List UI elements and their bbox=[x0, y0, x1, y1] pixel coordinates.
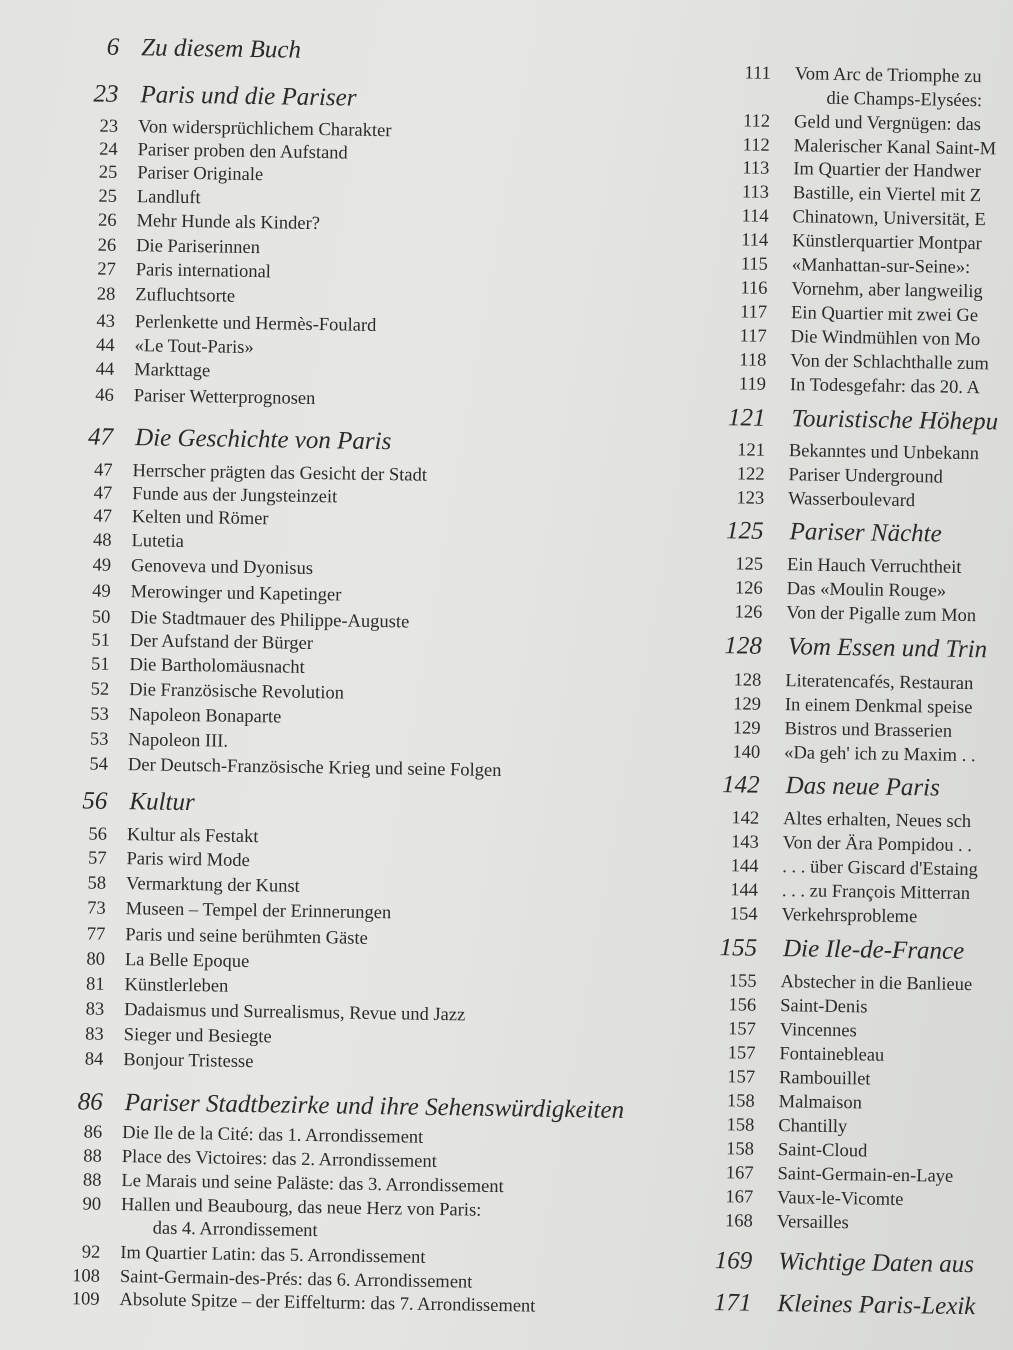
toc-page-number: 86 bbox=[77, 1088, 103, 1116]
toc-page-number: 123 bbox=[736, 488, 765, 509]
toc-title: Der Deutsch-Französische Krieg und seine Folgen bbox=[127, 755, 502, 781]
toc-page-number: 108 bbox=[72, 1266, 101, 1287]
toc-title: Herrscher prägten das Gesicht der Stadt bbox=[132, 461, 428, 486]
toc-page-number: 157 bbox=[727, 1043, 756, 1064]
toc-page-number: 117 bbox=[739, 326, 767, 347]
toc-page-number: 128 bbox=[733, 670, 762, 691]
toc-title: Mehr Hunde als Kinder? bbox=[136, 211, 321, 235]
toc-page-number: 114 bbox=[741, 206, 769, 227]
toc-page-number: 77 bbox=[86, 924, 106, 945]
toc-title: Saint-Germain-des-Prés: das 6. Arrondissement bbox=[119, 1267, 473, 1293]
toc-page-number: 53 bbox=[90, 704, 109, 725]
toc-page-number: 121 bbox=[737, 440, 766, 461]
toc-page-number: 143 bbox=[730, 832, 759, 853]
toc-title: Bekanntes und Unbekann bbox=[788, 441, 980, 465]
toc-page-number: 158 bbox=[726, 1115, 755, 1136]
toc-title: Pariser Stadtbezirke und ihre Sehenswürdigkeiten bbox=[124, 1089, 625, 1124]
toc-title: Touristische Höhepu bbox=[791, 405, 999, 436]
toc-page-number: 83 bbox=[85, 1024, 104, 1045]
toc-title: Kelten und Römer bbox=[131, 507, 269, 530]
toc-page-number: 50 bbox=[91, 607, 111, 628]
toc-title: Saint-Cloud bbox=[777, 1140, 868, 1162]
toc-page-number: 158 bbox=[726, 1091, 755, 1112]
toc-page-number: 47 bbox=[93, 460, 113, 481]
toc-page-number: 27 bbox=[97, 259, 116, 280]
toc-title: Ein Hauch Verruchtheit bbox=[786, 555, 962, 578]
toc-title: «Manhattan-sur-Seine»: bbox=[791, 255, 971, 278]
toc-page-number: 26 bbox=[97, 235, 117, 256]
toc-page-number: 6 bbox=[106, 33, 120, 61]
toc-page-number: 158 bbox=[726, 1139, 755, 1160]
toc-page-number: 140 bbox=[732, 742, 761, 763]
toc-title: Im Quartier der Handwer bbox=[793, 159, 981, 183]
toc-title: Bastille, ein Viertel mit Z bbox=[792, 183, 982, 207]
toc-page-number: 113 bbox=[741, 182, 770, 203]
toc-title: Genoveva und Dyonisus bbox=[130, 556, 314, 579]
toc-page-number: 142 bbox=[721, 771, 760, 799]
toc-title: Altes erhalten, Neues sch bbox=[782, 809, 972, 833]
toc-title: Verkehrsprobleme bbox=[781, 905, 918, 928]
toc-page-number: 51 bbox=[91, 630, 111, 651]
toc-title: Kleines Paris-Lexik bbox=[777, 1290, 976, 1321]
toc-title: Saint-Denis bbox=[780, 996, 868, 1018]
toc-page-number: 73 bbox=[87, 898, 106, 919]
toc-page-number: 125 bbox=[725, 517, 764, 545]
toc-title: Pariser Originale bbox=[137, 163, 264, 186]
toc-title: Bistros und Brasserien bbox=[784, 719, 953, 742]
toc-title: Das «Moulin Rouge» bbox=[786, 579, 947, 602]
toc-page-number: 51 bbox=[90, 654, 110, 675]
toc-title: Zu diesem Buch bbox=[141, 34, 302, 64]
toc-title: In Todesgefahr: das 20. A bbox=[789, 375, 981, 399]
toc-page-number: 112 bbox=[742, 135, 770, 156]
toc-page-number: 52 bbox=[90, 679, 110, 700]
toc-page-number: 49 bbox=[92, 581, 111, 602]
toc-page-number: 155 bbox=[728, 971, 757, 992]
toc-title: Von der Schlachthalle zum bbox=[790, 351, 989, 375]
toc-title: Die Geschichte von Paris bbox=[134, 424, 392, 456]
toc-page-number: 129 bbox=[732, 718, 761, 739]
toc-page-number: 44 bbox=[95, 359, 115, 380]
toc-page-number: 168 bbox=[724, 1211, 753, 1232]
toc-page-number: 119 bbox=[738, 374, 767, 395]
toc-title: Sieger und Besiegte bbox=[123, 1025, 272, 1048]
toc-title: Hallen und Beaubourg, das neue Herz von Paris: bbox=[120, 1195, 482, 1221]
toc-page-number bbox=[717, 87, 771, 88]
toc-page-number: 126 bbox=[734, 578, 763, 599]
toc-title: Chantilly bbox=[778, 1116, 848, 1138]
toc-page-number: 118 bbox=[739, 350, 767, 371]
toc-title: Le Marais und seine Paläste: das 3. Arrondissement bbox=[121, 1171, 504, 1198]
toc-page-number: 113 bbox=[742, 158, 770, 179]
toc-title: Die Stadtmauer des Philippe-Auguste bbox=[130, 608, 410, 633]
toc-title: Geld und Vergnügen: das bbox=[793, 112, 982, 136]
toc-page-number: 144 bbox=[730, 856, 759, 877]
toc-title: Museen – Tempel der Erinnerungen bbox=[125, 899, 392, 924]
toc-page-number: 54 bbox=[89, 754, 109, 775]
toc-title: Lutetia bbox=[131, 531, 185, 552]
toc-title: Wichtige Daten aus bbox=[777, 1248, 975, 1279]
toc-title: Dadaismus und Surrealismus, Revue und Jazz bbox=[123, 1000, 466, 1026]
toc-title: Von der Ära Pompidou . . bbox=[782, 833, 973, 857]
toc-page-number: 56 bbox=[88, 824, 108, 845]
toc-title: Die Französische Revolution bbox=[129, 680, 345, 704]
toc-title: Vom Arc de Triomphe zu bbox=[794, 64, 982, 88]
toc-page-number: 115 bbox=[740, 254, 769, 275]
toc-title: Ein Quartier mit zwei Ge bbox=[790, 303, 979, 327]
toc-title: Malmaison bbox=[778, 1092, 863, 1114]
toc-page-number: 109 bbox=[71, 1289, 100, 1310]
toc-page-number: 157 bbox=[727, 1019, 756, 1040]
toc-title: . . . über Giscard d'Estaing bbox=[782, 857, 979, 881]
toc-title: Napoleon Bonaparte bbox=[128, 705, 282, 728]
toc-title: das 4. Arrondissement bbox=[152, 1218, 318, 1242]
toc-title: Von der Pigalle zum Mon bbox=[786, 603, 977, 627]
toc-title: Chinatown, Universität, E bbox=[792, 207, 986, 231]
toc-title: Künstlerleben bbox=[124, 975, 229, 997]
toc-page-number: 112 bbox=[742, 111, 771, 132]
toc-page-number: 44 bbox=[95, 335, 115, 356]
toc-title: Literatencafés, Restauran bbox=[785, 671, 974, 695]
toc-title: Versailles bbox=[776, 1212, 849, 1234]
toc-title: Die Bartholomäusnacht bbox=[129, 655, 305, 678]
toc-right-column bbox=[713, 0, 1013, 1321]
toc-page-number: 25 bbox=[98, 186, 118, 207]
toc-title: Funde aus der Jungsteinzeit bbox=[132, 484, 338, 508]
toc-page-number: 80 bbox=[86, 949, 106, 970]
toc-title: Vincennes bbox=[779, 1020, 857, 1042]
toc-title: Pariser Nächte bbox=[789, 518, 942, 548]
toc-page-number: 125 bbox=[735, 554, 764, 575]
toc-page-number: 167 bbox=[725, 1163, 754, 1184]
toc-page-number: 121 bbox=[727, 404, 766, 432]
toc-title: Künstlerquartier Montpar bbox=[792, 231, 982, 255]
toc-title: Markttage bbox=[134, 360, 211, 382]
toc-title: Vornehm, aber langweilig bbox=[791, 279, 983, 303]
toc-title: Vom Essen und Trin bbox=[787, 633, 988, 664]
toc-title: Merowinger und Kapetinger bbox=[130, 582, 342, 606]
toc-title: Paris und seine berühmten Gäste bbox=[125, 925, 368, 949]
toc-page-number: 171 bbox=[713, 1289, 752, 1317]
toc-title: Das neue Paris bbox=[785, 772, 941, 802]
toc-page-number: 117 bbox=[739, 302, 768, 323]
toc-title: Kultur bbox=[129, 788, 195, 817]
toc-page-number: 28 bbox=[96, 284, 116, 305]
toc-page-number: 155 bbox=[719, 934, 758, 962]
toc-title: Die Windmühlen von Mo bbox=[790, 327, 981, 351]
toc-page-number: 88 bbox=[82, 1170, 102, 1191]
toc-page-number: 111 bbox=[744, 63, 772, 84]
toc-title: Place des Victoires: das 2. Arrondissement bbox=[121, 1147, 438, 1173]
toc-title: Von widersprüchlichem Charakter bbox=[137, 117, 392, 142]
toc-page-number: 167 bbox=[725, 1187, 754, 1208]
toc-title: Die Ile de la Cité: das 1. Arrondissement bbox=[122, 1123, 424, 1148]
toc-title: «Da geh' ich zu Maxim . . bbox=[784, 743, 976, 767]
toc-title: Paris wird Mode bbox=[126, 849, 250, 872]
toc-page-number: 47 bbox=[93, 483, 113, 504]
toc-page-number: 53 bbox=[89, 729, 109, 750]
toc-title: Paris international bbox=[135, 260, 272, 283]
toc-title: Die Ile-de-France bbox=[782, 935, 965, 965]
toc-page-number: 88 bbox=[83, 1146, 103, 1167]
toc-page-number: 23 bbox=[99, 116, 119, 137]
toc-page-number bbox=[0, 1216, 101, 1218]
toc-title: Saint-Germain-en-Laye bbox=[777, 1164, 954, 1187]
toc-page-number: 84 bbox=[84, 1049, 104, 1070]
toc-page-number: 142 bbox=[731, 808, 760, 829]
toc-title: die Champs-Elysées: bbox=[826, 88, 983, 112]
toc-page-number: 126 bbox=[734, 602, 763, 623]
toc-title: Wasserboulevard bbox=[788, 489, 916, 512]
toc-title: Rambouillet bbox=[778, 1068, 871, 1090]
toc-page-number: 128 bbox=[724, 632, 763, 660]
toc-page-number: 47 bbox=[87, 423, 114, 451]
toc-page-number: 48 bbox=[92, 530, 112, 551]
toc-title: Bonjour Tristesse bbox=[123, 1050, 254, 1073]
toc-title: Pariser proben den Aufstand bbox=[137, 140, 348, 164]
toc-title: Vaux-le-Vicomte bbox=[777, 1188, 904, 1211]
toc-page-number: 92 bbox=[81, 1242, 101, 1263]
toc-title: Fontainebleau bbox=[779, 1044, 885, 1066]
toc-page-number: 156 bbox=[728, 995, 757, 1016]
toc-page-number: 144 bbox=[730, 880, 759, 901]
toc-title: In einem Denkmal speise bbox=[784, 695, 973, 719]
toc-title: Vermarktung der Kunst bbox=[125, 874, 300, 897]
toc-title: Zufluchtsorte bbox=[135, 285, 236, 307]
toc-page-number: 83 bbox=[85, 999, 105, 1020]
toc-page-number: 114 bbox=[740, 230, 769, 251]
toc-page-number: 86 bbox=[83, 1122, 103, 1143]
toc-page-number: 58 bbox=[87, 873, 107, 894]
toc-page-number: 122 bbox=[736, 464, 765, 485]
toc-page-number: 169 bbox=[714, 1247, 753, 1275]
toc-title: Pariser Underground bbox=[788, 465, 943, 488]
toc-page-number: 56 bbox=[82, 787, 108, 815]
toc-page-number: 25 bbox=[98, 162, 118, 183]
toc-page-number: 46 bbox=[95, 385, 114, 406]
toc-page-number: 43 bbox=[96, 311, 116, 332]
toc-title: Malerischer Kanal Saint-M bbox=[793, 136, 997, 160]
toc-title: Pariser Wetterprognosen bbox=[133, 386, 316, 410]
toc-title: Perlenkette und Hermès-Foulard bbox=[134, 312, 377, 336]
toc-page-number: 129 bbox=[733, 694, 762, 715]
toc-title: Paris und die Pariser bbox=[140, 81, 357, 112]
toc-page-number: 81 bbox=[85, 974, 105, 995]
toc-title: Napoleon III. bbox=[128, 730, 229, 752]
toc-page-number: 47 bbox=[93, 506, 113, 527]
toc-page-number: 24 bbox=[99, 139, 118, 160]
toc-title: Abstecher in die Banlieue bbox=[780, 972, 973, 996]
toc-title: La Belle Epoque bbox=[124, 950, 250, 973]
toc-title: . . . zu François Mitterran bbox=[781, 881, 971, 905]
toc-title: «Le Tout-Paris» bbox=[134, 336, 254, 359]
toc-title: Die Pariserinnen bbox=[135, 236, 261, 259]
toc-title: Kultur als Festakt bbox=[126, 825, 259, 848]
toc-page-number: 116 bbox=[740, 278, 768, 299]
toc-page-number: 49 bbox=[92, 555, 112, 576]
toc-title: Landluft bbox=[136, 187, 201, 209]
toc-title: Absolute Spitze – der Eiffelturm: das 7. Arrondissement bbox=[119, 1290, 536, 1317]
toc-page-number: 57 bbox=[87, 848, 107, 869]
toc-page-number: 157 bbox=[727, 1067, 756, 1088]
toc-page-number: 90 bbox=[82, 1194, 102, 1215]
toc-page-number: 23 bbox=[93, 80, 119, 108]
toc-page-number: 26 bbox=[97, 210, 117, 231]
toc-title: Der Aufstand der Bürger bbox=[129, 631, 314, 654]
toc-page-number: 154 bbox=[729, 904, 758, 925]
toc-title: Im Quartier Latin: das 5. Arrondissement bbox=[120, 1243, 426, 1268]
